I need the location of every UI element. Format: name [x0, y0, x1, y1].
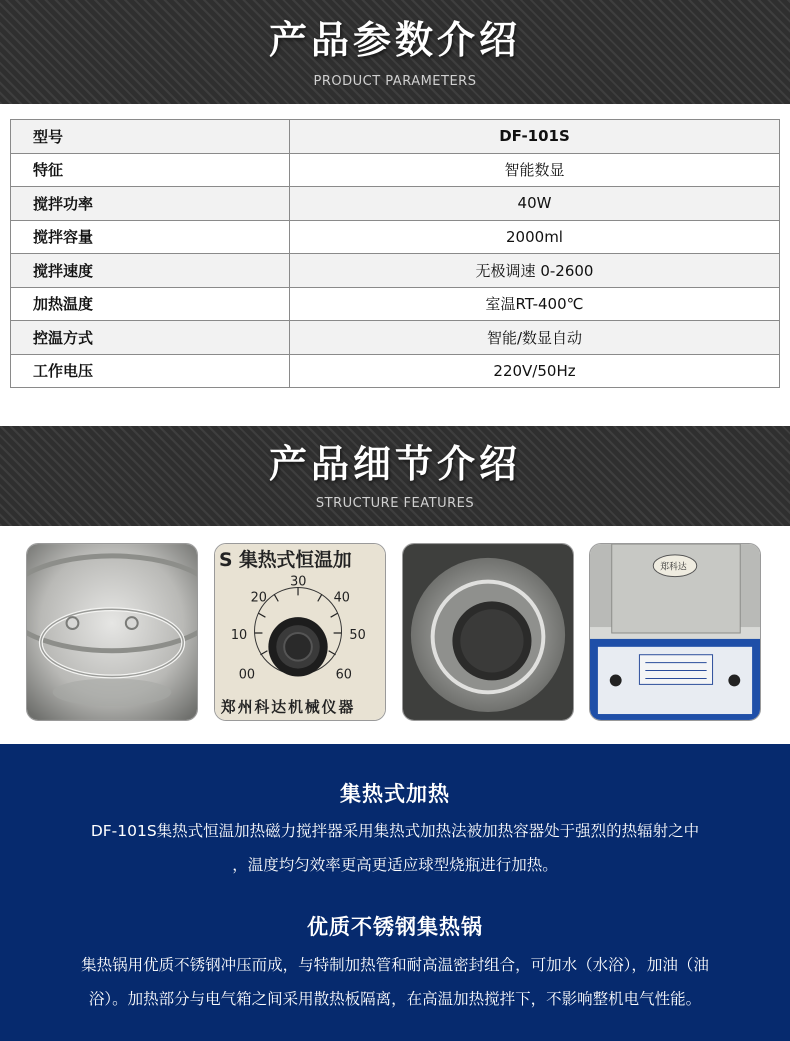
- dial-tick-label: 20: [250, 590, 267, 606]
- dial-tick-label: 60: [335, 667, 352, 683]
- dial-footer-text: 郑州科达机械仪器: [220, 699, 356, 717]
- sticker-text: 郑科达: [660, 562, 687, 573]
- section-subtitle: PRODUCT PARAMETERS: [313, 74, 477, 89]
- feature-title: 优质不锈钢集热锅: [307, 915, 483, 939]
- table-row: [11, 287, 780, 321]
- section-subtitle: STRUCTURE FEATURES: [315, 496, 475, 511]
- feature-line: DF-101S集热式恒温加热磁力搅拌器采用集热式加热法被加热容器处于强烈的热辐射之中: [90, 822, 700, 840]
- param-value: 220V/50Hz: [290, 354, 780, 388]
- machine-panel-photo: [589, 543, 761, 721]
- param-key: 型号: [11, 120, 290, 154]
- param-key: 搅拌速度: [11, 254, 290, 288]
- section-title: 产品参数介绍: [268, 18, 521, 62]
- feature-line: ，温度均匀效率更高更适应球型烧瓶进行加热。: [232, 856, 558, 874]
- param-value: 2000ml: [290, 220, 780, 254]
- param-value: 智能数显: [290, 153, 780, 187]
- feature-line: 集热锅用优质不锈钢冲压而成，与特制加热管和耐高温密封组合，可加水（水浴），加油（油: [81, 956, 709, 974]
- table-row: [11, 321, 780, 355]
- param-value: 室温RT-400℃: [290, 287, 780, 321]
- section-title: 产品细节介绍: [268, 442, 521, 486]
- dial-tick-label: 00: [238, 667, 256, 683]
- param-key: 搅拌容量: [11, 220, 290, 254]
- detail-photos: [0, 526, 790, 744]
- table-row: [11, 254, 780, 288]
- table-row: [11, 220, 780, 254]
- temperature-dial-photo: [214, 543, 386, 721]
- feature-description: [28, 948, 762, 1016]
- details-banner: [0, 426, 790, 526]
- dial-tick-label: 50: [349, 627, 366, 643]
- param-value: 40W: [290, 187, 780, 221]
- dial-tick-label: 40: [333, 590, 350, 606]
- table-row: [11, 354, 780, 388]
- dial-tick-label: 10: [230, 627, 248, 643]
- params-banner: [0, 0, 790, 104]
- feature-title: 集热式加热: [340, 782, 450, 806]
- dial-tick-label: 30: [290, 574, 307, 590]
- feature-line: 浴）。加热部分与电气箱之间采用散热板隔离，在高温加热搅拌下，不影响整机电气性能。: [88, 990, 702, 1008]
- table-row: [11, 120, 780, 154]
- pot-interior-photo: [26, 543, 198, 721]
- param-key: 搅拌功率: [11, 187, 290, 221]
- table-row: [11, 153, 780, 187]
- params-table: [10, 119, 780, 388]
- dial-header-text: S 集热式恒温加: [218, 549, 352, 571]
- feature-description: [28, 814, 762, 882]
- param-key: 特征: [11, 153, 290, 187]
- param-value: 无极调速 0-2600: [290, 254, 780, 288]
- param-value: 智能/数显自动: [290, 321, 780, 355]
- feature-section: [0, 744, 790, 1041]
- param-key: 工作电压: [11, 354, 290, 388]
- param-value: DF-101S: [290, 120, 780, 154]
- pot-topview-photo: [402, 543, 574, 721]
- param-key: 控温方式: [11, 321, 290, 355]
- table-row: [11, 187, 780, 221]
- param-key: 加热温度: [11, 287, 290, 321]
